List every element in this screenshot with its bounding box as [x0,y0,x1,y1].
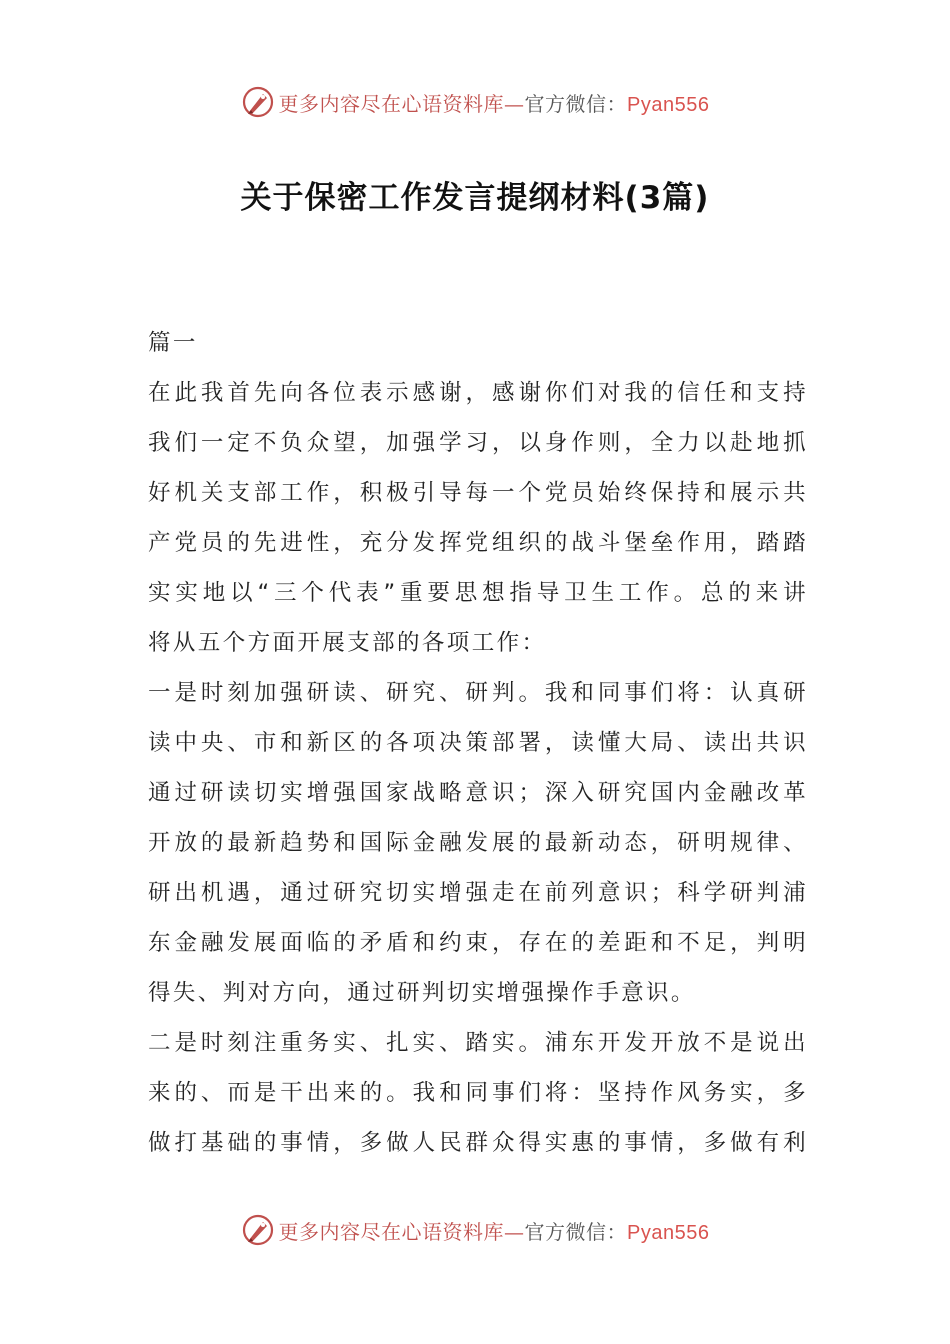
footer-dash: — [504,1219,525,1244]
text-line: 将从五个方面开展支部的各项工作： [148,630,547,656]
footer-slogan: 更多内容尽在心语资料库 [278,1219,505,1244]
document-title: 关于保密工作发言提纲材料(3篇) [240,180,710,216]
text-line: 东金融发展面临的矛盾和约束，存在的差距和不足，判明 [148,930,808,956]
text-line: 开放的最新趋势和国际金融发展的最新动态，研明规律、 [148,830,808,856]
header-banner [0,82,950,122]
text-line: 通过研读切实增强国家战略意识；深入研究国内金融改革 [148,780,808,806]
header-wechat-handle: Pyan556 [627,93,710,116]
header-slogan: 更多内容尽在心语资料库 [278,91,505,116]
text-line: 一是时刻加强研读、研究、研判。我和同事们将：认真研 [148,680,808,706]
text-line: 读中央、市和新区的各项决策部署，读懂大局、读出共识 [148,730,808,756]
text-line: 二是时刻注重务实、扎实、踏实。浦东开发开放不是说出 [148,1030,808,1056]
footer-wechat-handle: Pyan556 [627,1221,710,1244]
document-body [148,318,808,1168]
text-line: 我们一定不负众望，加强学习，以身作则，全力以赴地抓 [148,430,808,456]
text-line: 得失、判对方向，通过研判切实增强操作手意识。 [148,980,696,1006]
footer-official-label: 官方微信： [524,1219,628,1244]
footer-banner [0,1210,950,1250]
header-banner-text [279,88,710,117]
text-line: 在此我首先向各位表示感谢，感谢你们对我的信任和支持 [148,380,808,406]
footer-banner-text [279,1216,710,1245]
text-line: 来的、而是干出来的。我和同事们将：坚持作风务实，多 [148,1080,808,1106]
pen-nib-circle-icon [241,1213,275,1247]
text-line: 篇一 [148,330,198,356]
pen-nib-circle-icon [241,85,275,119]
text-line: 做打基础的事情，多做人民群众得实惠的事情，多做有利 [148,1130,808,1156]
text-line: 好机关支部工作，积极引导每一个党员始终保持和展示共 [148,480,808,506]
header-dash: — [504,91,525,116]
text-line: 研出机遇，通过研究切实增强走在前列意识；科学研判浦 [148,880,808,906]
header-official-label: 官方微信： [524,91,628,116]
text-line: 实实地以“三个代表”重要思想指导卫生工作。总的来讲 [148,580,808,606]
text-line: 产党员的先进性，充分发挥党组织的战斗堡垒作用，踏踏 [148,530,808,556]
